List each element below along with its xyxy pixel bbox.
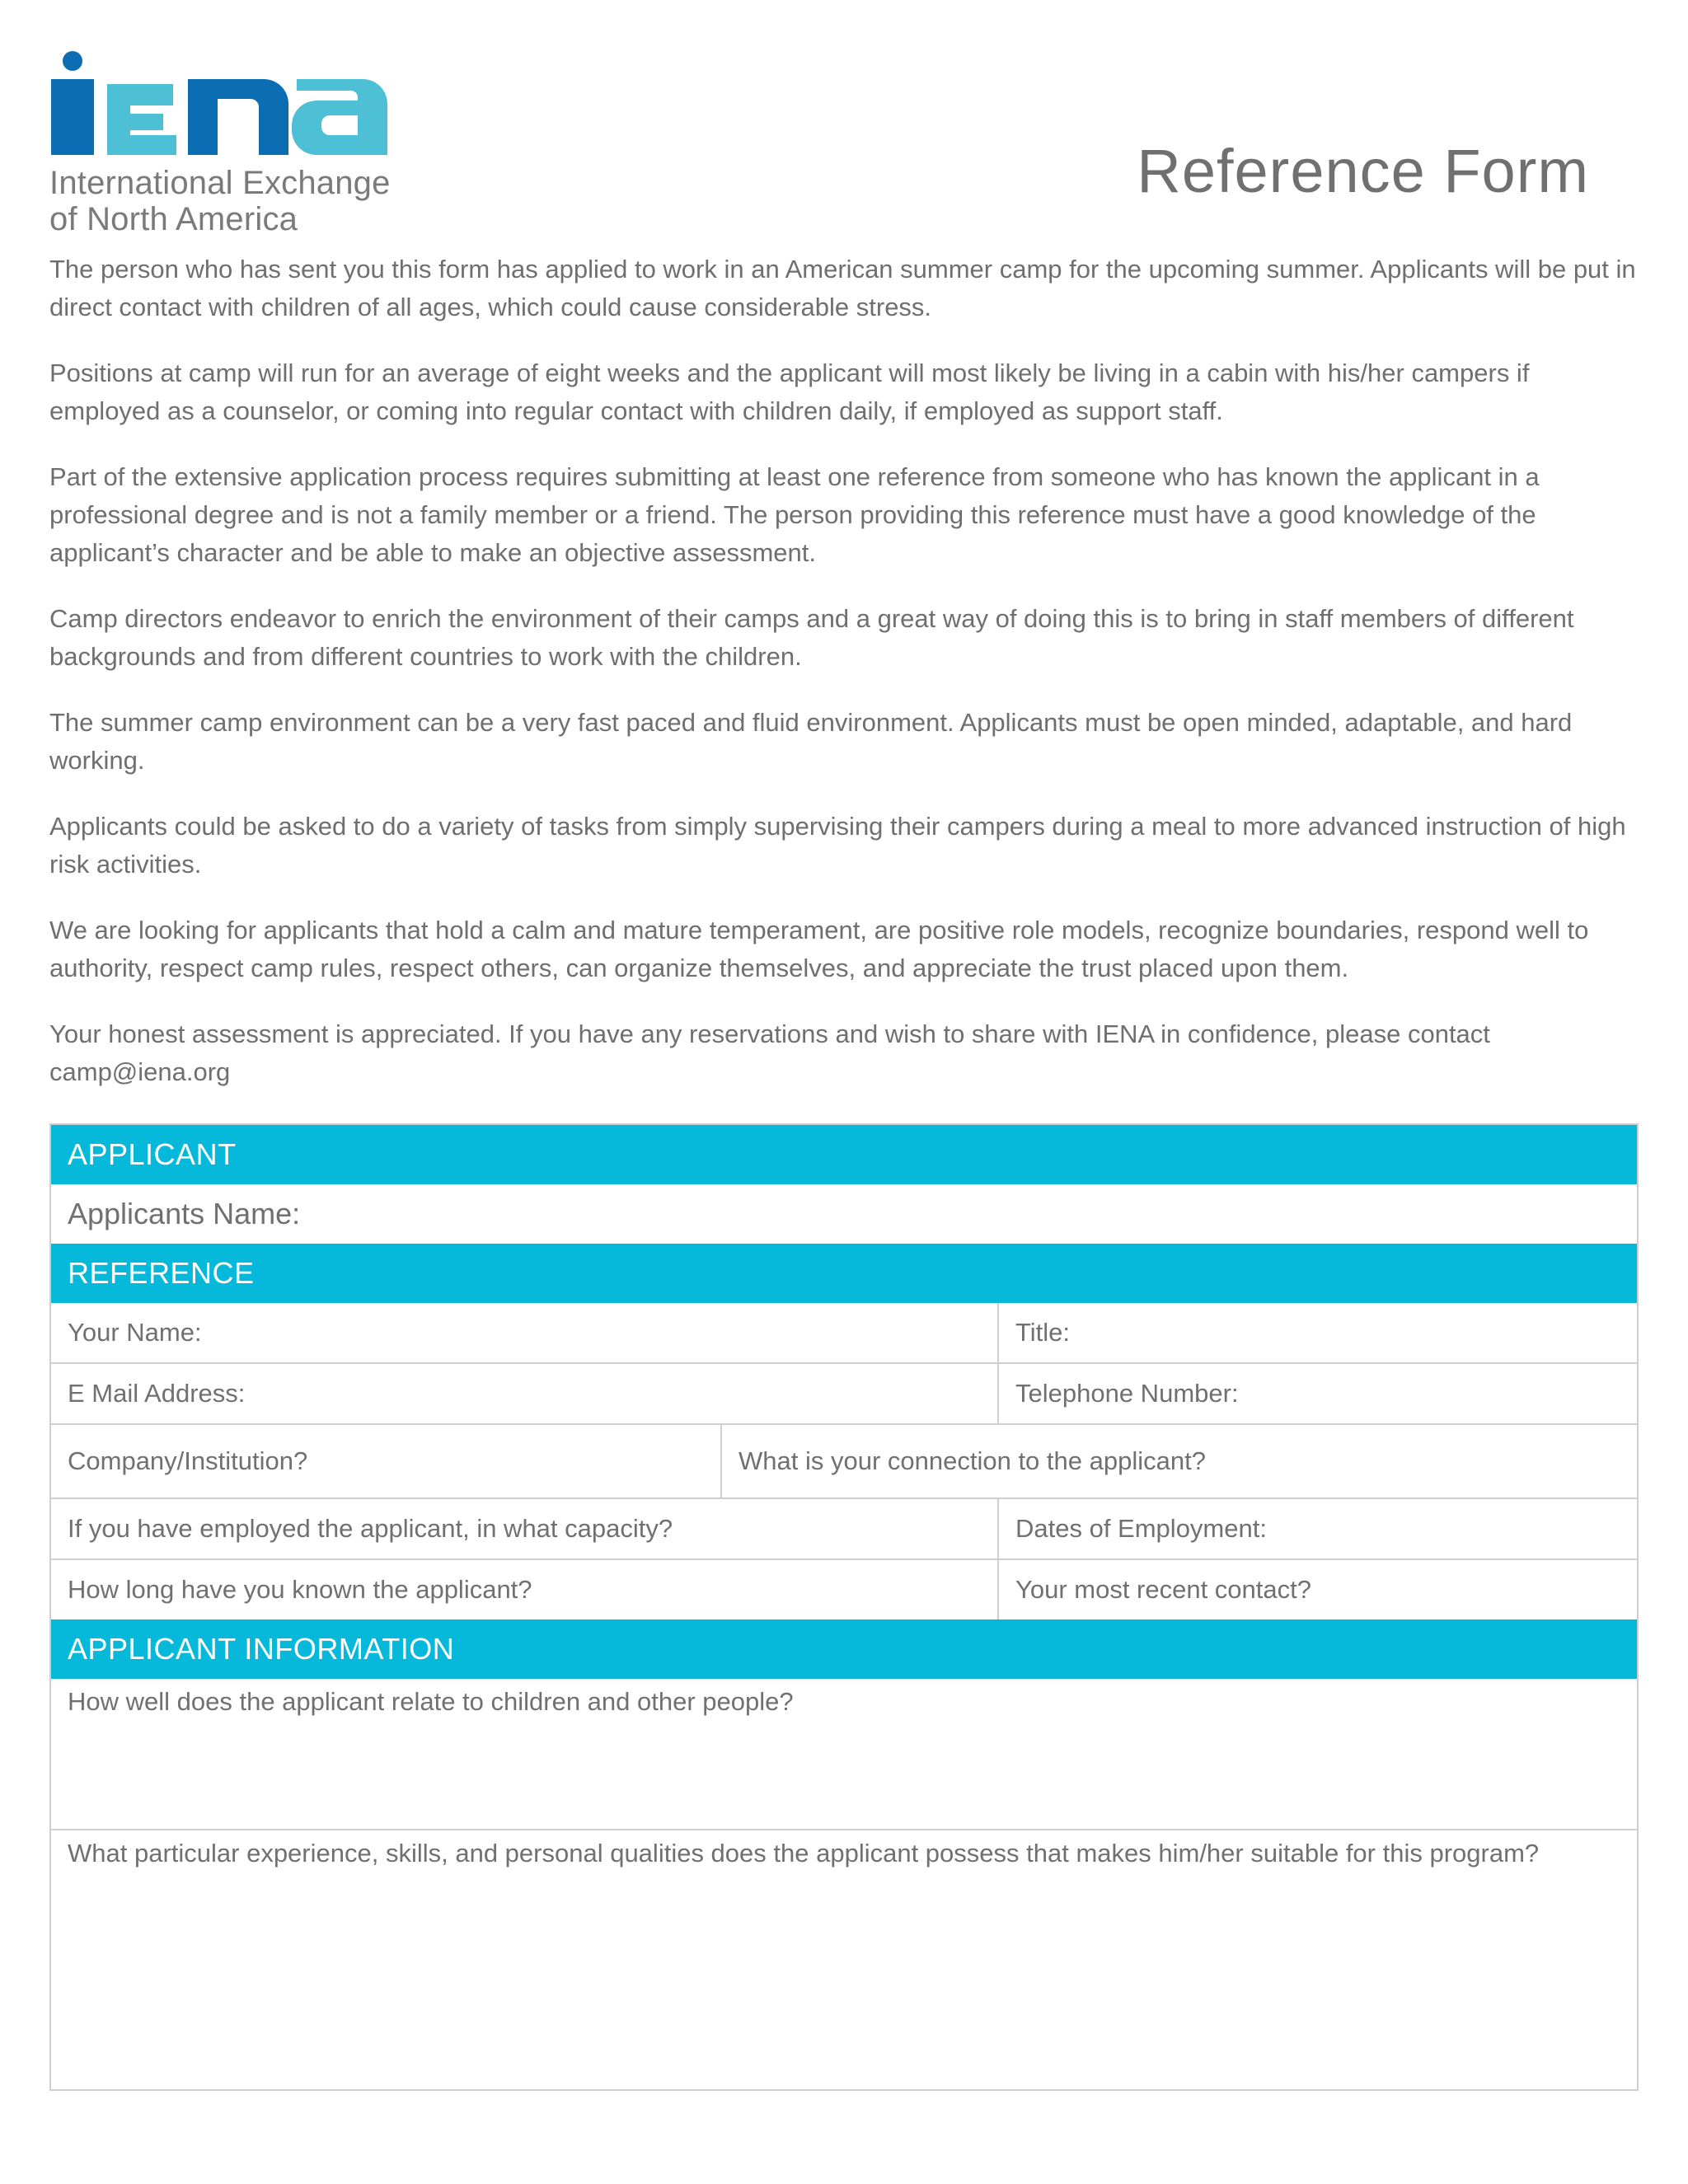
connection-field[interactable]: What is your connection to the applicant? (720, 1425, 1637, 1497)
intro-paragraph: The summer camp environment can be a very fast paced and fluid environment. Applicants must be open minded, adaptable, and hard working. (49, 708, 1573, 775)
intro-text (49, 251, 1636, 1119)
page-title: Reference Form (1137, 137, 1589, 205)
form-row (51, 1558, 1637, 1619)
form-row (51, 1829, 1637, 2089)
form-row (51, 1423, 1637, 1497)
applicant-name-field[interactable]: Applicants Name: (68, 1197, 301, 1230)
reference-form (49, 1123, 1639, 2091)
form-row (51, 1303, 1637, 1362)
intro-paragraph: Camp directors endeavor to enrich the environment of their camps and a great way of doing this is to bring in staff members of different backgrounds and from different countries to work with the children. (49, 604, 1574, 671)
logo-mark (49, 51, 404, 158)
form-row (51, 1184, 1637, 1244)
your-name-field[interactable]: Your Name: (68, 1318, 202, 1347)
title-field[interactable]: Title: (997, 1303, 1637, 1362)
email-field[interactable]: E Mail Address: (68, 1379, 246, 1408)
intro-paragraph: Your honest assessment is appreciated. If you have any reservations and wish to share with IENA in confidence, please contact camp@iena.org (49, 1019, 1490, 1086)
dates-employment-field[interactable]: Dates of Employment: (997, 1499, 1637, 1558)
form-row (51, 1362, 1637, 1423)
employed-capacity-field[interactable]: If you have employed the applicant, in what capacity? (68, 1514, 673, 1543)
how-long-known-field[interactable]: How long have you known the applicant? (68, 1575, 532, 1604)
org-name-line1: International Exchange (49, 165, 391, 201)
iena-logo (49, 51, 412, 237)
org-name-line2: of North America (49, 201, 298, 237)
experience-skills-field[interactable]: What particular experience, skills, and personal qualities does the applicant possess that makes him/her suitable for this program? (68, 1839, 1540, 1868)
intro-paragraph: We are looking for applicants that hold a calm and mature temperament, are positive role models, recognize boundaries, respond well to authority, respect camp rules, respect others, can organize themselves, and appreciate the trust placed upon them. (49, 916, 1589, 982)
section-header-reference: REFERENCE (51, 1244, 1637, 1303)
recent-contact-field[interactable]: Your most recent contact? (997, 1560, 1637, 1619)
company-field[interactable]: Company/Institution? (68, 1446, 308, 1475)
section-header-applicant: APPLICANT (51, 1125, 1637, 1184)
intro-paragraph: Part of the extensive application process requires submitting at least one reference from someone who has known the applicant in a professional degree and is not a family member or a friend. The person providing this reference must have a good knowledge of the applicant’s character and be able to make an objective assessment. (49, 462, 1540, 567)
form-row (51, 1497, 1637, 1558)
section-header-applicant-information: APPLICANT INFORMATION (51, 1619, 1637, 1679)
intro-paragraph: Positions at camp will run for an average of eight weeks and the applicant will most likely be living in a cabin with his/her campers if employed as a counselor, or coming into regular contact with children daily, if employed as support staff. (49, 359, 1530, 425)
telephone-field[interactable]: Telephone Number: (997, 1364, 1637, 1423)
intro-paragraph: Applicants could be asked to do a variety of tasks from simply supervising their campers during a meal to more advanced instruction of high risk activities. (49, 812, 1626, 879)
form-row (51, 1679, 1637, 1829)
relate-to-children-field[interactable]: How well does the applicant relate to children and other people? (68, 1687, 794, 1716)
intro-paragraph: The person who has sent you this form has applied to work in an American summer camp for the upcoming summer. Applicants will be put in direct contact with children of all ages, which could cause considerable stress. (49, 255, 1636, 321)
